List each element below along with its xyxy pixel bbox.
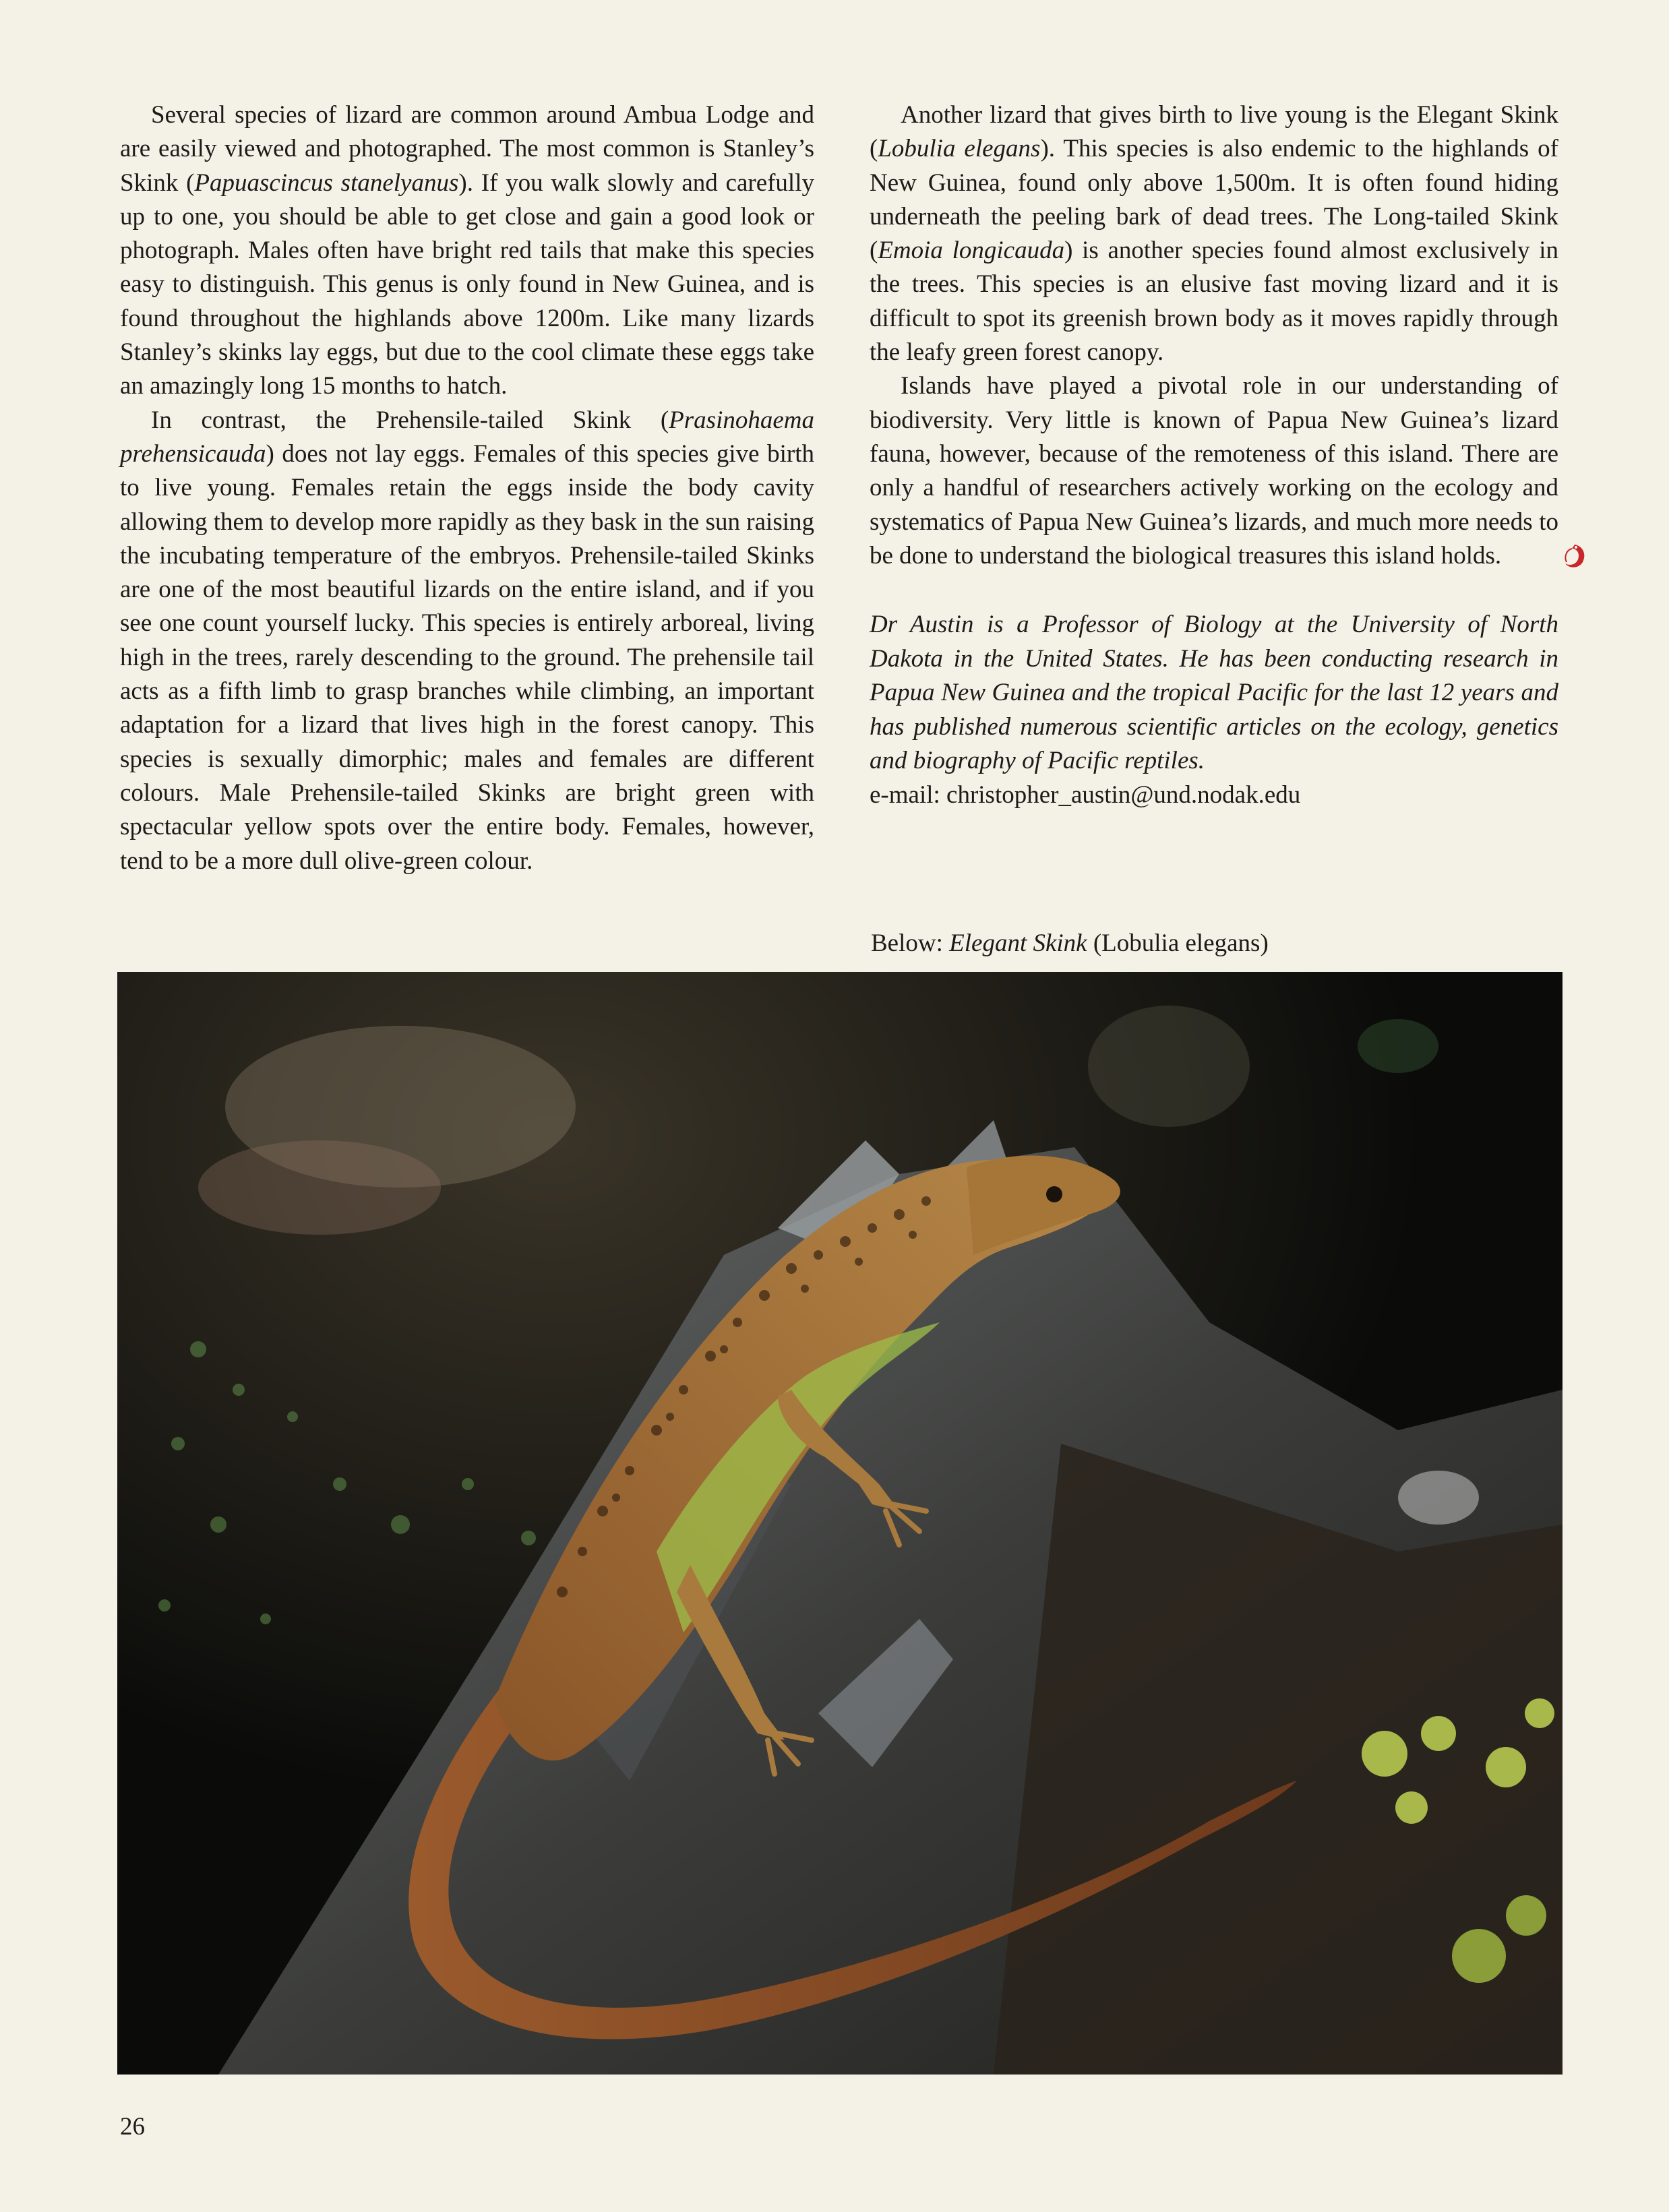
- text-run: Several species of lizard are common around Ambua Lodge and are easily viewed and photographed. The most common is Stanley’s Skink (: [120, 101, 814, 197]
- caption-prefix: Below:: [871, 929, 950, 957]
- caption-common-name: Elegant Skink: [949, 929, 1087, 957]
- lizard-logo-icon: [1527, 541, 1558, 572]
- species-name: Papuascincus stanelyanus: [194, 168, 459, 197]
- paragraph-elegant-skink: [870, 98, 1558, 369]
- text-run: Another lizard that gives birth to live young is the Elegant Skink (: [870, 101, 1558, 163]
- elegant-skink-photo: [117, 972, 1562, 2075]
- author-email: e-mail: christopher_austin@und.nodak.edu: [870, 780, 1301, 809]
- text-run: ) does not lay eggs. Females of this species give birth to live young. Females retain the eggs inside the body cavity allowing them to develop more rapidly as they bask in the sun raising the incubating temperature of the embryos. Prehensile-tailed Skinks are one of the most beautiful lizards on the entire island, and if you see one count yourself lucky. This species is entirely arboreal, living high in the trees, rarely descending to the ground. The prehensile tail acts as a fifth limb to grasp branches while climbing, an important adaptation for a lizard that lives high in the forest canopy. This species is sexually dimorphic; males and females are different colours. Male Prehensile-tailed Skinks are bright green with spectacular yellow spots over the entire body. Females, however, tend to be a more dull olive-green colour.: [120, 439, 814, 875]
- paragraph-prehensile-tailed-skink: [120, 404, 814, 878]
- text-run: In contrast, the Prehensile-tailed Skink (: [151, 406, 669, 434]
- page-number: 26: [120, 2113, 145, 2141]
- text-run: Islands have played a pivotal role in our understanding of biodiversity. Very little is known of Papua New Guinea’s lizard fauna, however, because of the remoteness of this island. There are only a handful of researchers actively working on the ecology and systematics of Papua New Guinea’s lizards, and much more needs to be done to understand the biological treasures this island holds.: [870, 372, 1558, 570]
- text-run: ). This species is also endemic to the highlands of New Guinea, found only above 1,500m. It is often found hiding underneath the peeling bark of dead trees. The Long-tailed Skink (: [870, 135, 1558, 265]
- species-name: Lobulia elegans: [878, 135, 1041, 163]
- text-run: ). If you walk slowly and carefully up to one, you should be able to get close and gain a good look or photograph. Males often have bright red tails that make this species easy to distinguish. This genus is only found in New Guinea, and is found throughout the highlands above 1200m. Like many lizards Stanley’s skinks lay eggs, but due to the cool climate these eggs take an amazingly long 15 months to hatch.: [120, 168, 814, 400]
- photo-caption: [871, 927, 1269, 960]
- paragraph-stanleys-skink: [120, 98, 814, 404]
- right-column: [870, 98, 1558, 812]
- photo-illustration: [117, 972, 1562, 2075]
- paragraph-islands: [870, 369, 1558, 573]
- species-name: Emoia longicauda: [878, 237, 1065, 265]
- species-name: Prasinohaema prehensicauda: [120, 406, 814, 468]
- caption-latin-name: (Lobulia elegans): [1087, 929, 1269, 957]
- bio-text: Dr Austin is a Professor of Biology at the University of North Dakota in the United States. He has been conducting research in Papua New Guinea and the tropical Pacific for the last 12 years and has published numerous scientific articles on the ecology, genetics and biography of Pacific reptiles.: [870, 611, 1558, 775]
- author-bio: [870, 608, 1558, 812]
- text-run: ) is another species found almost exclusively in the trees. This species is an elusive fast moving lizard and it is difficult to spot its greenish brown body as it moves rapidly through the leafy green forest canopy.: [870, 237, 1558, 367]
- left-column: [120, 98, 814, 878]
